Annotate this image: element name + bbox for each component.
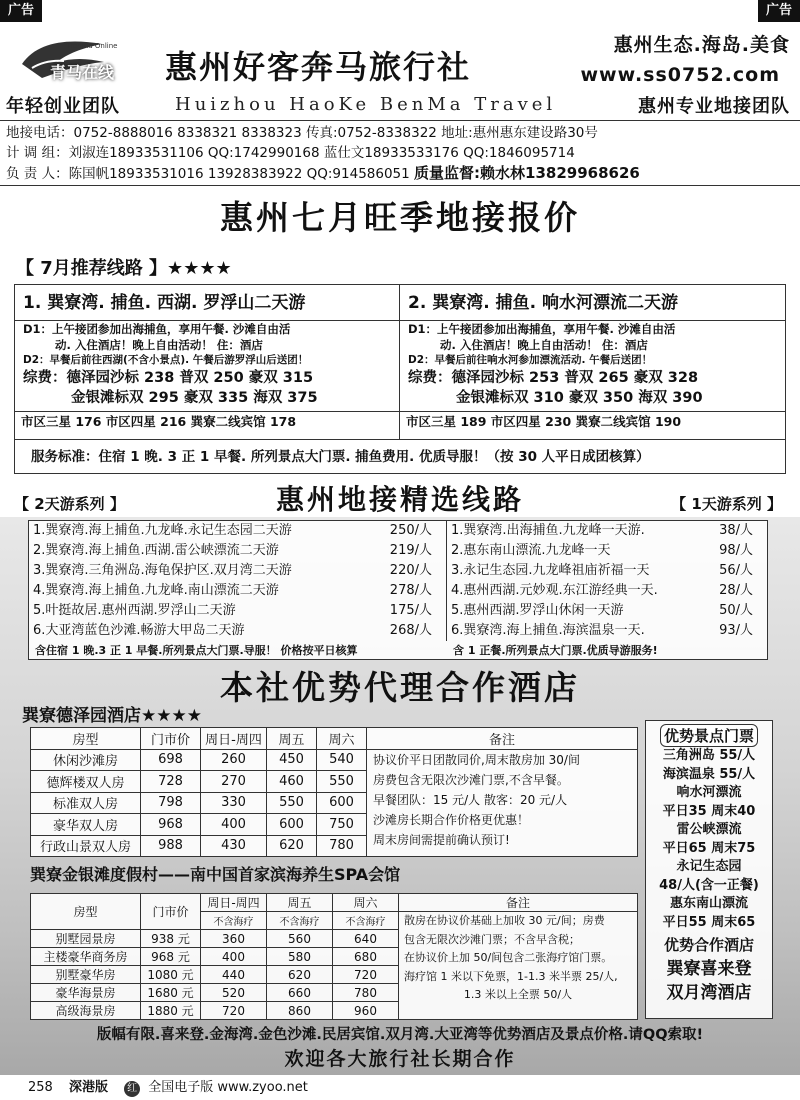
route-day2: D2：早餐后前往响水河参加漂流活动. 午餐后送团！: [408, 354, 653, 366]
list-item: [447, 601, 767, 621]
ticket-line: 三角洲岛 55/人: [662, 748, 756, 763]
contact-manager: 负 责 人：陈国帆18933531016 13928383922 QQ:914586051: [6, 166, 410, 182]
slogan-right: 惠州专业地接团队: [638, 96, 790, 117]
company-logo: [12, 34, 122, 94]
cell: 540: [317, 749, 367, 771]
header: [0, 20, 800, 121]
ticket-line: 惠东南山漂流: [669, 896, 748, 911]
route-title: 2. 巽寮湾. 捕鱼. 响水河漂流二天游: [400, 285, 785, 321]
cell: 968 元: [141, 948, 201, 966]
cell: 高级海景房: [31, 1002, 141, 1020]
tour-price: 28/人: [719, 583, 753, 598]
tour-name: 2.巽寮湾.海上捕鱼.西湖.雷公峡漂流二天游: [33, 543, 279, 558]
list-item: [29, 621, 446, 641]
tour-name: 6.巽寮湾.海上捕鱼.海滨温泉一天.: [451, 623, 645, 638]
cell: 豪华双人房: [31, 814, 141, 836]
note-line: 协议价平日团散同价,周末散房加 30/间: [373, 752, 580, 767]
cell: 780: [333, 984, 399, 1002]
cell: 780: [317, 835, 367, 857]
list-item: [29, 581, 446, 601]
recommend-box: [14, 284, 786, 474]
col-header: 周六: [333, 894, 399, 912]
page-banner: 惠州七月旺季地接报价: [220, 198, 580, 237]
cell: 1880 元: [141, 1002, 201, 1020]
hotel1-notes: [367, 749, 638, 857]
cell: 别墅园景房: [31, 930, 141, 948]
cell: 主楼豪华商务房: [31, 948, 141, 966]
cell: 560: [267, 930, 333, 948]
list-item: [447, 521, 767, 541]
tour-name: 2.惠东南山漂流.九龙峰一天: [451, 543, 611, 558]
list-item: [447, 621, 767, 641]
contact-line-2: 计 调 组：刘淑连18933531106 QQ:1742990168 蓝仕文18933533176 QQ:1846095714: [6, 145, 575, 161]
cell: 960: [333, 1002, 399, 1020]
ebook-link[interactable]: 全国电子版 www.zyoo.net: [148, 1080, 308, 1095]
cell: 330: [201, 792, 267, 814]
col-header: 房型: [31, 894, 141, 930]
tour-name: 4.巽寮湾.海上捕鱼.九龙峰.南山漂流二天游: [33, 583, 279, 598]
tagline: 惠州生态.海岛.美食: [613, 34, 790, 56]
cell: 360: [201, 930, 267, 948]
tour-price: 56/人: [719, 563, 753, 578]
table-header: [31, 728, 638, 750]
cell: 720: [201, 1002, 267, 1020]
col-subheader: 不含海疗: [333, 912, 399, 930]
ticket-line: 平日35 周末40: [662, 803, 756, 819]
cell: 798: [141, 792, 201, 814]
col-header: 周六: [317, 728, 367, 750]
hotels-title: 本社优势代理合作酒店: [220, 668, 580, 707]
one-day-label: 【 1天游系列 】: [671, 495, 782, 513]
tour-price: 220/人: [389, 563, 432, 578]
ticket-line: 响水河漂流: [676, 785, 742, 800]
col-header: 周日-周四: [201, 728, 267, 750]
ticket-line: 海滨温泉 55/人: [662, 766, 756, 782]
route-card: [15, 285, 400, 439]
col-subheader: 不含海疗: [267, 912, 333, 930]
note-line: 房费包含无限次沙滩门票,不含早餐。: [373, 772, 569, 787]
cell: 1080 元: [141, 966, 201, 984]
note-line: 沙滩房长期合作价格更优惠！: [373, 812, 530, 827]
cell: 别墅豪华房: [31, 966, 141, 984]
two-day-label: 【 2天游系列 】: [14, 495, 125, 513]
sidebar-hotel-b: 双月湾酒店: [666, 983, 752, 1003]
list-item: [29, 521, 446, 541]
route-day2: D2：早餐后前往西湖(不含小景点). 午餐后游罗浮山后送团！: [23, 354, 309, 366]
sidebar-hotel-label: 优势合作酒店: [663, 936, 754, 954]
tour-price: 93/人: [719, 623, 753, 638]
col-header: 备注: [399, 894, 638, 912]
cell: 728: [141, 771, 201, 793]
tour-price: 50/人: [719, 603, 753, 618]
ticket-sidebar: [645, 720, 773, 1019]
route-day1: D1：上午接团参加出海捕鱼，享用午餐. 沙滩自由活: [408, 322, 676, 336]
website[interactable]: www.ss0752.com: [580, 64, 780, 86]
route-price-2: 金银滩标双 295 豪双 335 海双 375: [71, 389, 318, 406]
table-header: [31, 894, 638, 912]
cell: 德辉楼双人房: [31, 771, 141, 793]
col-header: 房型: [31, 728, 141, 750]
company-name: 惠州好客奔马旅行社: [165, 48, 472, 86]
route-day1: D1：上午接团参加出海捕鱼，享用午餐. 沙滩自由活: [23, 322, 291, 336]
tour-name: 1.巽寮湾.海上捕鱼.九龙峰.永记生态园二天游: [33, 523, 292, 538]
col-header: 周日-周四: [201, 894, 267, 912]
sidebar-title: 优势景点门票: [660, 724, 758, 747]
tour-price: 98/人: [719, 543, 753, 558]
cell: 660: [267, 984, 333, 1002]
note-line: 在协议价上加 50/间包含二张海疗馆门票。: [404, 951, 613, 964]
cell: 豪华海景房: [31, 984, 141, 1002]
cell: 620: [267, 966, 333, 984]
service-standard: 服务标准：住宿 1 晚. 3 正 1 早餐. 所列景点大门票. 捕鱼费用. 优质导服！（按 30 人平日成团核算）: [15, 439, 785, 473]
route-price-1: 综费：德泽园沙标 238 普双 250 豪双 315: [23, 369, 314, 386]
cell: 968: [141, 814, 201, 836]
contact-info: [0, 122, 800, 186]
list-item: [447, 581, 767, 601]
hotel1-title: 巽寮德泽园酒店★★★★: [22, 706, 202, 726]
col-header: 门市价: [141, 728, 201, 750]
tour-price: 278/人: [389, 583, 432, 598]
two-day-list: [29, 521, 447, 641]
logo-sub: Benma Online: [68, 42, 118, 50]
list-item: [29, 561, 446, 581]
tour-name: 5.惠州西湖.罗浮山休闲一天游: [451, 603, 624, 618]
route-city-price: 市区三星 176 市区四星 216 巽寮二线宾馆 178: [15, 411, 399, 432]
cell: 550: [267, 792, 317, 814]
cell: 680: [333, 948, 399, 966]
ticket-line: 平日55 周末65: [662, 914, 756, 930]
tour-list-box: [28, 520, 768, 660]
cell: 270: [201, 771, 267, 793]
selected-routes-title: 惠州地接精选线路: [275, 483, 524, 516]
cell: 1680 元: [141, 984, 201, 1002]
tour-name: 1.巽寮湾.出海捕鱼.九龙峰一天游.: [451, 523, 645, 538]
note-line: 周末房间需提前确认预订!: [373, 832, 510, 847]
note-line: 1.3 米以上全票 50/人: [463, 988, 573, 1001]
cell: 430: [201, 835, 267, 857]
col-header: 周五: [267, 728, 317, 750]
route-title: 1. 巽寮湾. 捕鱼. 西湖. 罗浮山二天游: [15, 285, 399, 321]
cell: 400: [201, 948, 267, 966]
tour-name: 4.惠州西湖.元妙观.东江游经典一天.: [451, 583, 658, 598]
cell: 698: [141, 749, 201, 771]
ticket-line: 永记生态园: [676, 859, 742, 874]
col-header: 备注: [367, 728, 638, 750]
note-line: 海疗馆 1 米以下免票，1-1.3 米半票 25/人,: [404, 969, 618, 983]
list-item: [447, 561, 767, 581]
cell: 标准双人房: [31, 792, 141, 814]
ad-label-right: 广告: [758, 0, 800, 22]
tour-price: 38/人: [719, 523, 753, 538]
ad-label-left: 广告: [0, 0, 42, 22]
cell: 938 元: [141, 930, 201, 948]
footer-note: 版幅有限.喜来登.金海湾.金色沙滩.民居宾馆.双月湾.大亚湾等优势酒店及景点价格.请QQ索取!: [96, 1027, 704, 1043]
page-footer: [0, 1076, 800, 1100]
edition-label: 深港版: [68, 1080, 108, 1095]
quality-supervisor: 质量监督:赖水林13829968626: [414, 164, 640, 182]
recommend-label: 【 7月推荐线路 】★★★★: [16, 258, 232, 279]
tour-name: 5.叶挺故居.惠州西湖.罗浮山二天游: [33, 603, 236, 618]
list-item: [29, 601, 446, 621]
cell: 600: [317, 792, 367, 814]
tour-price: 250/人: [389, 523, 432, 538]
list-item: [447, 541, 767, 561]
table-row: [31, 749, 638, 771]
tour-price: 219/人: [389, 543, 432, 558]
one-day-note: 含 1 正餐.所列景点大门票.优质导游服务!: [453, 644, 658, 657]
cell: 休闲沙滩房: [31, 749, 141, 771]
col-header: 周五: [267, 894, 333, 912]
ticket-line: 平日65 周末75: [662, 840, 756, 856]
route-price-2: 金银滩标双 310 豪双 350 海双 390: [456, 389, 703, 406]
cell: 260: [201, 749, 267, 771]
contact-line-1: 地接电话：0752-8888016 8338321 8338323 传真:0752-8338322 地址:惠州惠东建设路30号: [6, 125, 598, 141]
logo-text: 青马在线: [50, 63, 115, 82]
col-header: 门市价: [141, 894, 201, 930]
cell: 550: [317, 771, 367, 793]
cell: 640: [333, 930, 399, 948]
cell: 440: [201, 966, 267, 984]
cell: 400: [201, 814, 267, 836]
one-day-list: [447, 521, 767, 641]
edition-badge-icon: 红: [124, 1081, 140, 1097]
cell: 行政山景双人房: [31, 835, 141, 857]
footer-slogan: 欢迎各大旅行社长期合作: [284, 1048, 516, 1070]
col-subheader: 不含海疗: [201, 912, 267, 930]
route-city-price: 市区三星 189 市区四星 230 巽寮二线宾馆 190: [400, 411, 785, 432]
cell: 988: [141, 835, 201, 857]
note-line: 包含无限次沙滩门票；不含早含税；: [404, 932, 580, 946]
hotel2-title: 巽寮金银滩度假村——南中国首家滨海养生SPA会馆: [30, 865, 401, 884]
cell: 600: [267, 814, 317, 836]
list-item: [29, 541, 446, 561]
tour-name: 6.大亚湾蓝色沙滩.畅游大甲岛二天游: [33, 623, 245, 638]
company-name-en: Huizhou HaoKe BenMa Travel: [175, 94, 557, 115]
cell: 460: [267, 771, 317, 793]
cell: 860: [267, 1002, 333, 1020]
hotel2-notes: [399, 912, 638, 1020]
cell: 580: [267, 948, 333, 966]
cell: 450: [267, 749, 317, 771]
tour-name: 3.永记生态园.九龙峰祖庙祈福一天: [451, 563, 650, 578]
note-line: 早餐团队：15 元/人 散客：20 元/人: [373, 792, 568, 807]
route-card: [400, 285, 785, 439]
route-price-1: 综费：德泽园沙标 253 普双 265 豪双 328: [408, 369, 699, 386]
two-day-note: 含住宿 1 晚.3 正 1 早餐.所列景点大门票.导服！ 价格按平日核算: [35, 644, 358, 657]
ticket-line: 48/人(含一正餐): [659, 877, 759, 893]
route-day1-cont: 动. 入住酒店！晚上自由活动！ 住：酒店: [440, 337, 648, 352]
hotel2-table: [30, 893, 638, 1020]
cell: 720: [333, 966, 399, 984]
note-line: 散房在协议价基础上加收 30 元/间；房费: [404, 914, 605, 927]
cell: 750: [317, 814, 367, 836]
route-day1-cont: 动. 入住酒店！晚上自由活动！ 住：酒店: [55, 337, 263, 352]
ticket-line: 雷公峡漂流: [676, 822, 742, 837]
cell: 620: [267, 835, 317, 857]
cell: 520: [201, 984, 267, 1002]
tour-price: 268/人: [389, 623, 432, 638]
page-number: 258: [28, 1080, 53, 1095]
contact-line-3: [6, 163, 794, 184]
tour-price: 175/人: [389, 603, 432, 618]
hotel1-table: [30, 727, 638, 857]
slogan-left: 年轻创业团队: [6, 96, 120, 117]
tour-name: 3.巽寮湾.三角洲岛.海龟保护区.双月湾二天游: [33, 563, 292, 578]
sidebar-hotel-a: 巽寮喜来登: [666, 959, 752, 979]
